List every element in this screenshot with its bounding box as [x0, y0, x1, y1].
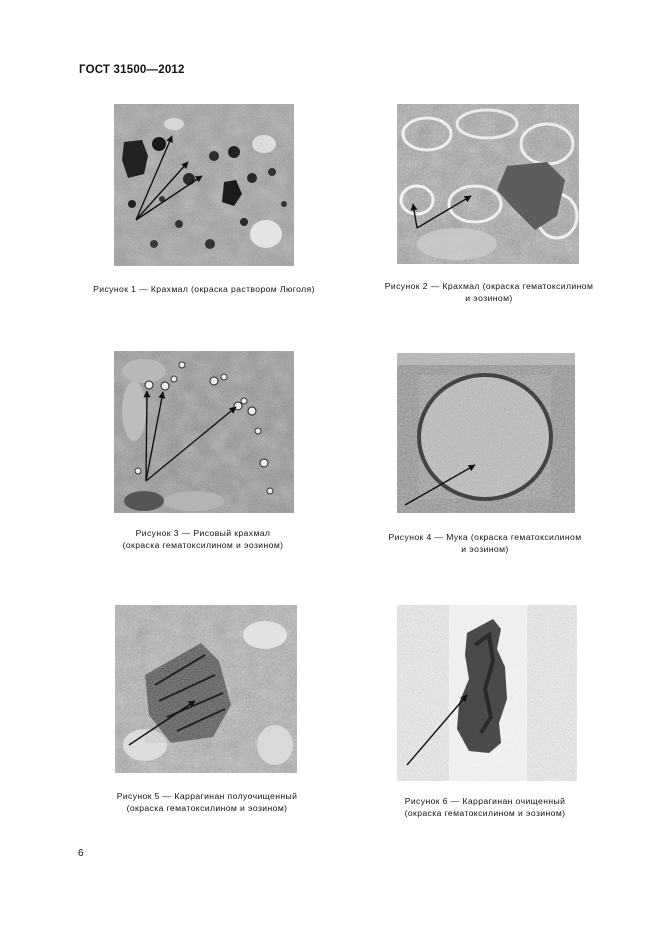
figure-4-caption: Рисунок 4 — Мука (окраска гематоксилином и эозином): [388, 532, 582, 554]
figure-3-image: [114, 351, 294, 513]
figure-1-image: [114, 104, 294, 266]
figure-1-caption: Рисунок 1 — Крахмал (окраска раствором Люголя): [93, 284, 315, 294]
page-number: 6: [78, 848, 84, 859]
figure-4-image: [397, 353, 575, 513]
document-header: ГОСТ 31500—2012: [79, 64, 185, 76]
figure-6-image: [397, 605, 577, 781]
figure-3-caption: Рисунок 3 — Рисовый крахмал (окраска гематоксилином и эозином): [122, 528, 284, 550]
figure-2-image: [397, 104, 579, 264]
figure-5-caption: Рисунок 5 — Каррагинан полуочищенный (окраска гематоксилином и эозином): [116, 791, 298, 813]
figure-6-caption: Рисунок 6 — Каррагинан очищенный (окраска гематоксилином и эозином): [404, 796, 566, 818]
figure-5-image: [115, 605, 297, 773]
figure-2-caption: Рисунок 2 — Крахмал (окраска гематоксилином и эозином): [384, 281, 594, 303]
